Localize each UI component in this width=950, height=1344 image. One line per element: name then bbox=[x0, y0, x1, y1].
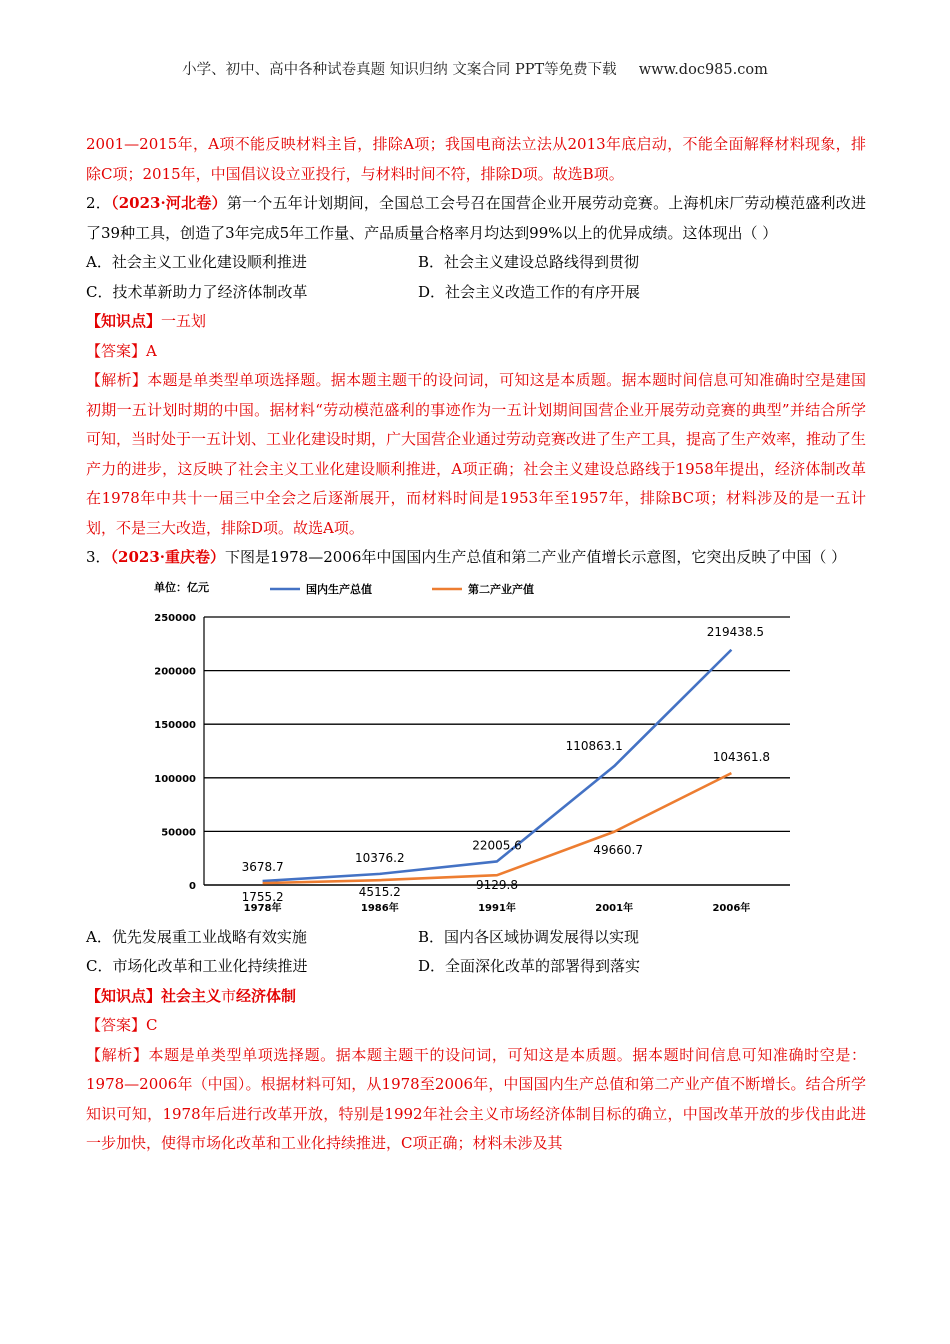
q3-analysis-label: 【解析】 bbox=[86, 1045, 149, 1064]
legend-label-0: 国内生产总值 bbox=[306, 582, 372, 596]
data-label: 1755.2 bbox=[241, 889, 284, 904]
q3-stem: 下图是1978—2006年中国国内生产总值和第二产业产值增长示意图，它突出反映了中国（ ） bbox=[225, 548, 847, 566]
q3-answer-value: C bbox=[146, 1016, 158, 1034]
series-line-1 bbox=[263, 773, 732, 883]
prev-explanation: 2001—2015年，A项不能反映材料主旨，排除A项；我国电商法立法从2013年底启动，不能全面解释材料现象，排除C项；2015年，中国倡议设立亚投行，与材料时间不符，排除D项。故选B项。 bbox=[86, 135, 866, 183]
q2-option-b: B．社会主义建设总路线得到贯彻 bbox=[418, 253, 640, 271]
header-url[interactable]: www.doc985.com bbox=[638, 62, 768, 78]
data-label: 4515.2 bbox=[358, 884, 401, 899]
q2-analysis-label: 【解析】 bbox=[86, 371, 148, 389]
q3-answer bbox=[86, 1011, 866, 1041]
q2-knowledge-text: 一五划 bbox=[161, 312, 207, 330]
legend-label-1: 第二产业产值 bbox=[468, 582, 534, 596]
data-label: 9129.8 bbox=[476, 877, 518, 892]
q2-analysis bbox=[86, 366, 866, 543]
q3-knowledge bbox=[86, 982, 866, 1012]
gdp-chart bbox=[150, 577, 830, 917]
x-tick-label: 1978年 bbox=[243, 902, 282, 914]
q3-knowledge-part3: 经济体制 bbox=[236, 986, 297, 1005]
q3-answer-label: 【答案】 bbox=[86, 1016, 147, 1034]
q2-option-c: C．技术革新助力了经济体制改革 bbox=[86, 282, 308, 301]
document-body bbox=[86, 130, 866, 1159]
q2-answer-value: A bbox=[146, 341, 157, 360]
data-label: 22005.6 bbox=[472, 837, 522, 852]
data-label: 49660.7 bbox=[593, 842, 644, 857]
chart-svg bbox=[150, 577, 830, 917]
q2-options bbox=[86, 248, 866, 307]
data-label: 219438.5 bbox=[706, 624, 765, 639]
q3-option-b: B．国内各区域协调发展得以实现 bbox=[418, 927, 640, 946]
x-tick-label: 1991年 bbox=[478, 902, 516, 914]
q3-number: 3． bbox=[86, 548, 111, 566]
q3-analysis-text: 本题是单类型单项选择题。据本题主题干的设问词，可知这是本质题。据本题时间信息可知准确时空是：1978—2006年（中国）。根据材料可知，从1978至2006年，中国国内生产总值和第二产业产值不断增长。结合所学知识可知，1978年后进行改革开放，特别是1992年社会主义市场经济体制目标的确立，中国改革开放的步伐由此进一步加快，使得市场化改革和工业化持续推进，C项正确；材料未涉及其 bbox=[86, 1045, 866, 1152]
y-tick-label: 150000 bbox=[154, 719, 196, 731]
q3-options bbox=[86, 923, 866, 982]
q3-knowledge-label: 【知识点】 bbox=[86, 986, 162, 1005]
q2-stem: 第一个五年计划期间，全国总工会号召在国营企业开展劳动竞赛。上海机床厂劳动模范盛利改进了39种工具，创造了3年完成5年工作量、产品质量合格率月均达到99%以上的优异成绩。这体现出（ ） bbox=[86, 194, 866, 242]
data-label: 3678.7 bbox=[241, 859, 284, 874]
data-label: 104361.8 bbox=[712, 749, 771, 764]
q2-stem-paragraph bbox=[86, 189, 866, 248]
q3-option-d: D．全面深化改革的部署得到落实 bbox=[418, 957, 641, 975]
q3-option-a: A．优先发展重工业战略有效实施 bbox=[86, 927, 307, 946]
page-header bbox=[0, 58, 950, 79]
q3-analysis bbox=[86, 1041, 866, 1159]
y-tick-label: 0 bbox=[189, 880, 196, 892]
q2-answer bbox=[86, 337, 866, 367]
q3-option-c: C．市场化改革和工业化持续推进 bbox=[86, 957, 308, 975]
data-label: 110863.1 bbox=[565, 738, 623, 753]
q3-knowledge-part2: 市 bbox=[221, 986, 237, 1005]
chart-unit-label: 单位：亿元 bbox=[154, 580, 209, 594]
q2-analysis-text: 本题是单类型单项选择题。据本题主题干的设问词，可知这是本质题。据本题时间信息可知准确时空是建国初期一五计划时期的中国。据材料“劳动模范盛利的事迹作为一五计划期间国营企业开展劳动竞赛的典型”并结合所学可知，当时处于一五计划、工业化建设时期，广大国营企业通过劳动竞赛改进了生产工具，提高了生产效率，推动了生产力的进步，这反映了社会主义工业化建设顺利推进，A项正确；社会主义建设总路线于1958年提出，经济体制改革在1978年中共十一届三中全会之后逐渐展开，而材料时间是1953年至1957年，排除BC项；材料涉及的是一五计划，不是三大改造，排除D项。故选A项。 bbox=[86, 371, 867, 537]
y-tick-label: 200000 bbox=[154, 666, 196, 678]
q3-source: （2023·重庆卷） bbox=[110, 548, 226, 566]
header-text: 小学、初中、高中各种试卷真题 知识归纳 文案合同 PPT等免费下载 bbox=[182, 62, 617, 78]
data-label: 10376.2 bbox=[354, 850, 405, 865]
x-tick-label: 2006年 bbox=[712, 902, 751, 914]
q2-answer-label: 【答案】 bbox=[86, 341, 147, 360]
y-tick-label: 50000 bbox=[161, 826, 196, 838]
q3-knowledge-part1: 社会主义 bbox=[161, 986, 222, 1005]
q2-option-d: D．社会主义改造工作的有序开展 bbox=[418, 282, 641, 301]
y-tick-label: 250000 bbox=[154, 612, 196, 624]
q2-source: （2023·河北卷） bbox=[111, 194, 227, 212]
q3-stem-paragraph bbox=[86, 543, 866, 573]
q2-knowledge bbox=[86, 307, 866, 337]
x-tick-label: 2001年 bbox=[595, 902, 634, 914]
y-tick-label: 100000 bbox=[154, 773, 196, 785]
q2-knowledge-label: 【知识点】 bbox=[86, 312, 162, 330]
q2-option-a: A．社会主义工业化建设顺利推进 bbox=[86, 253, 307, 271]
x-tick-label: 1986年 bbox=[360, 902, 399, 914]
q2-number: 2． bbox=[86, 194, 111, 212]
